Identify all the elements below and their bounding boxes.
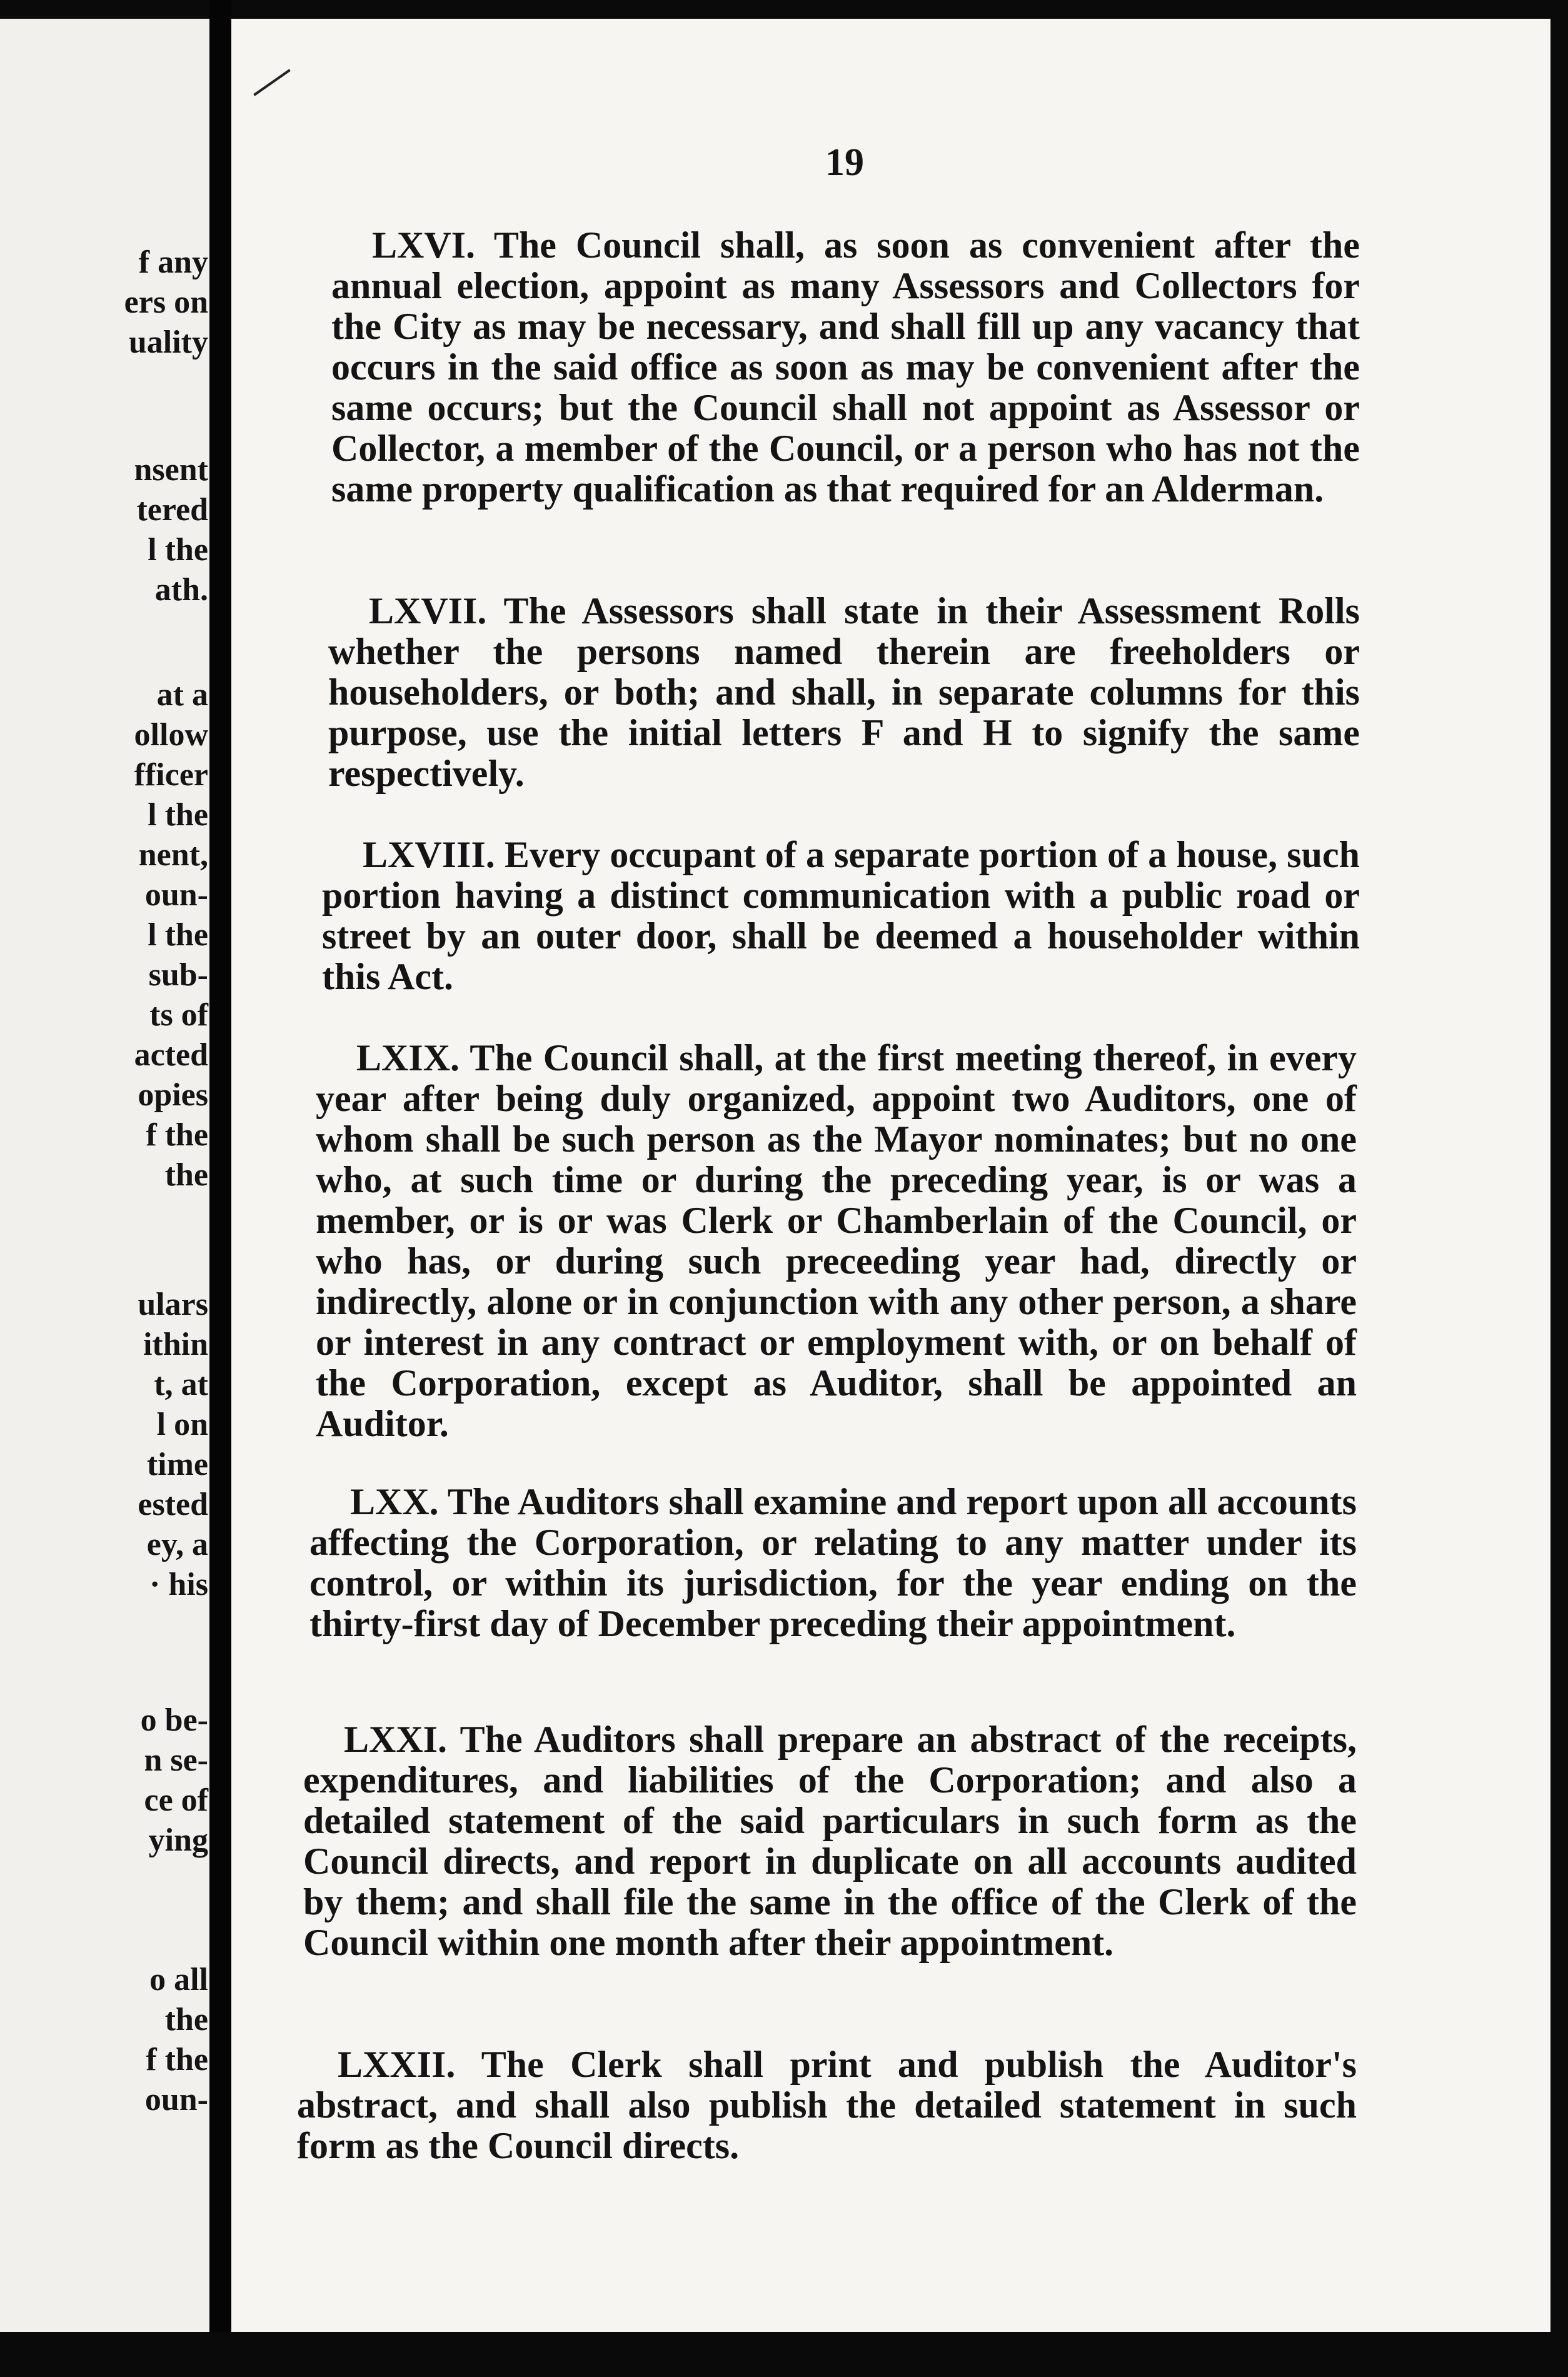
left-fragment: ulars xyxy=(138,1287,208,1322)
left-fragment: l the xyxy=(148,917,208,953)
left-fragment: the xyxy=(164,2002,208,2038)
section-number: LXVIII. xyxy=(363,834,495,875)
left-fragment: o all xyxy=(149,1962,208,1998)
section-text: The Assessors shall state in their Assessment Rolls whether the persons named therein are freeholders or householders, or both; and shall, in separate columns for this purpose, use the initial letters F and H to signify the same respectively. xyxy=(328,590,1360,794)
section-lxviii xyxy=(322,835,1360,997)
section-number: LXIX. xyxy=(356,1037,460,1078)
left-fragment: ithin xyxy=(143,1327,208,1362)
section-text: The Clerk shall print and publish the Auditor's abstract, and shall also publish the detailed statement in such form as the Council directs. xyxy=(297,2044,1357,2166)
left-fragment: oun- xyxy=(144,2082,208,2118)
left-page-margin xyxy=(0,19,209,2332)
left-fragment: uality xyxy=(128,324,208,360)
left-fragment: l the xyxy=(148,532,208,568)
section-number: LXXII. xyxy=(338,2044,456,2085)
section-number: LXVII. xyxy=(369,590,487,631)
left-fragment: t, at xyxy=(154,1367,208,1402)
section-text: The Auditors shall prepare an abstract of the receipts, expenditures, and liabilities of the Corporation; and also a detailed statement of the said particulars in such form as the Council directs, and report in duplicate on all accounts audited by them; and shall file the same in the office of the Clerk of the Council within one month after their appointment. xyxy=(303,1719,1357,1963)
section-number: LXX. xyxy=(350,1481,439,1522)
left-fragment: time xyxy=(146,1447,208,1482)
left-fragment: ying xyxy=(148,1822,208,1858)
page-number: 19 xyxy=(825,141,864,184)
section-lxvii xyxy=(328,591,1360,794)
left-fragment: ers on xyxy=(124,284,208,320)
section-number: LXVI. xyxy=(372,224,476,266)
section-lxvi xyxy=(331,225,1360,510)
left-fragment: ested xyxy=(138,1487,208,1522)
left-fragment: tered xyxy=(136,492,208,528)
left-fragment: nent, xyxy=(138,837,208,873)
left-fragment: ey, a xyxy=(146,1527,208,1562)
scan-border-right xyxy=(1550,0,1568,2377)
left-fragment: ce of xyxy=(144,1782,208,1818)
section-number: LXXI. xyxy=(344,1719,448,1760)
left-fragment: ath. xyxy=(154,572,208,608)
left-fragment: ts of xyxy=(149,997,208,1033)
left-fragment: oun- xyxy=(144,877,208,913)
left-fragment: nsent xyxy=(134,452,208,488)
left-fragment: sub- xyxy=(148,957,208,993)
section-text: The Auditors shall examine and report upon all accounts affecting the Corporation, or relating to any matter under its control, or within its jurisdiction, for the year ending on the thirty-first day of December preceding their appointment. xyxy=(309,1481,1357,1644)
left-fragment: opies xyxy=(138,1077,208,1113)
left-fragment: the xyxy=(164,1157,208,1193)
left-fragment: ollow xyxy=(134,717,208,753)
left-fragment: fficer xyxy=(134,757,208,793)
page-gutter xyxy=(209,0,231,2377)
section-lxix xyxy=(316,1038,1357,1444)
section-lxxii xyxy=(297,2044,1357,2166)
section-text: Every occupant of a separate portion of a house, such portion having a distinct communication with a public road or street by an outer door, shall be deemed a householder within this Act. xyxy=(322,834,1360,997)
section-lxx xyxy=(309,1482,1357,1644)
left-fragment: acted xyxy=(134,1037,208,1073)
left-fragment: l on xyxy=(156,1407,208,1442)
section-lxxi xyxy=(303,1719,1357,1963)
left-fragment: f the xyxy=(146,2042,208,2078)
section-text: The Council shall, at the first meeting thereof, in every year after being duly organized, appoint two Auditors, one of whom shall be such person as the Mayor nominates; but no one who, at such time or during the preceding year, is or was a member, or is or was Clerk or Chamberlain of the Council, or who has, or during such preceeding year had, directly or indirectly, alone or in conjunction with any other person, a share or interest in any contract or employment with, or on behalf of the Corporation, except as Auditor, shall be appointed an Auditor. xyxy=(316,1037,1357,1444)
left-fragment: l the xyxy=(148,797,208,833)
left-fragment: at a xyxy=(156,677,208,713)
left-fragment: · his xyxy=(149,1567,208,1602)
left-fragment: f the xyxy=(146,1117,208,1153)
left-fragment: f any xyxy=(138,244,208,280)
section-text: The Council shall, as soon as convenient after the annual election, appoint as many Assessors and Collectors for the City as may be necessary, and shall fill up any vacancy that occurs in the said office as soon as may be convenient after the same occurs; but the Council shall not appoint as Assessor or Collector, a member of the Council, or a person who has not the same property qualification as that required for an Alderman. xyxy=(331,224,1360,510)
scan-border-bottom xyxy=(0,2332,1568,2377)
left-fragment: o be- xyxy=(140,1702,208,1738)
scan-border-top xyxy=(0,0,1568,19)
left-fragment: n se- xyxy=(144,1742,208,1778)
